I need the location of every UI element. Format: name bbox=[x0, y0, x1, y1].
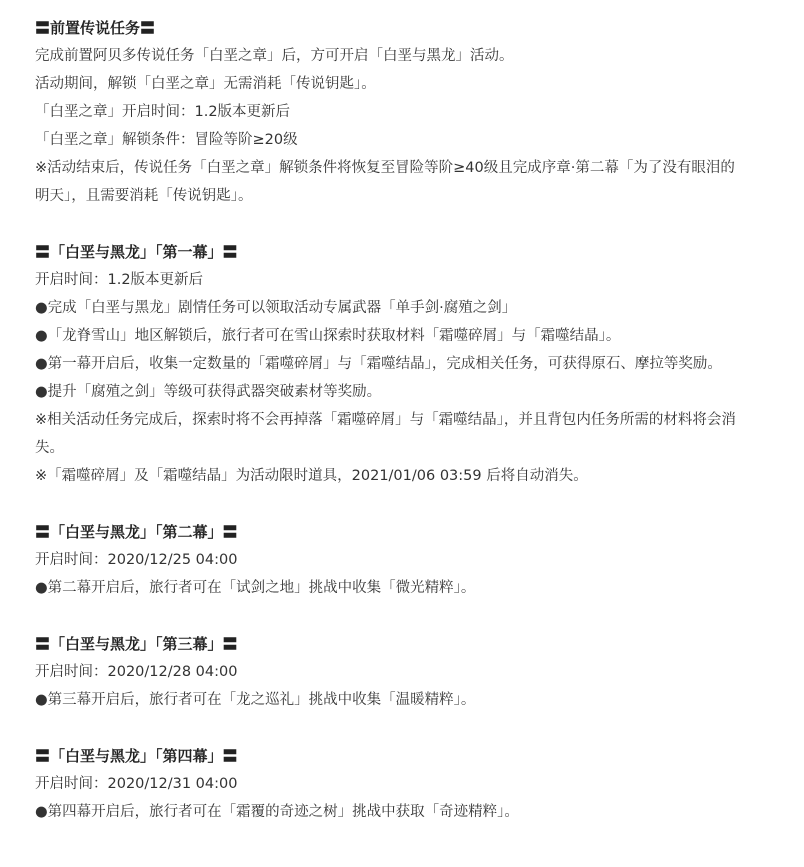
text-line: 开启时间：2020/12/31 04:00 bbox=[35, 776, 238, 792]
section-act-one bbox=[35, 238, 769, 490]
text-line: 「白垩之章」解锁条件：冒险等阶≥20级 bbox=[35, 132, 298, 148]
text-line: 开启时间：2020/12/25 04:00 bbox=[35, 552, 238, 568]
text-line: ●第四幕开启后，旅行者可在「霜覆的奇迹之树」挑战中获取「奇迹精粹」。 bbox=[35, 804, 519, 820]
section-heading: 〓前置传说任务〓 bbox=[35, 19, 156, 37]
section-prerequisite-quest bbox=[35, 14, 769, 210]
section-heading: 〓「白垩与黑龙」「第一幕」〓 bbox=[35, 243, 238, 261]
section-act-two bbox=[35, 518, 769, 602]
text-line: 开启时间：2020/12/28 04:00 bbox=[35, 664, 238, 680]
text-line: 活动期间，解锁「白垩之章」无需消耗「传说钥匙」。 bbox=[35, 76, 376, 92]
section-heading: 〓「白垩与黑龙」「第四幕」〓 bbox=[35, 747, 238, 765]
text-line: 完成前置阿贝多传说任务「白垩之章」后，方可开启「白垩与黑龙」活动。 bbox=[35, 48, 514, 64]
text-line: 「白垩之章」开启时间：1.2版本更新后 bbox=[35, 104, 291, 120]
text-line: ※活动结束后，传说任务「白垩之章」解锁条件将恢复至冒险等阶≥40级且完成序章·第二幕「为了没有眼泪的明天」，且需要消耗「传说钥匙」。 bbox=[35, 160, 735, 204]
text-line: ※相关活动任务完成后，探索时将不会再掉落「霜噬碎屑」与「霜噬结晶」，并且背包内任务所需的材料将会消失。 bbox=[35, 412, 736, 456]
text-line: ●第三幕开启后，旅行者可在「龙之巡礼」挑战中收集「温暖精粹」。 bbox=[35, 692, 476, 708]
text-line: ●完成「白垩与黑龙」剧情任务可以领取活动专属武器「单手剑·腐殖之剑」 bbox=[35, 300, 517, 316]
text-line: ●「龙脊雪山」地区解锁后，旅行者可在雪山探索时获取材料「霜噬碎屑」与「霜噬结晶」。 bbox=[35, 328, 621, 344]
section-act-three bbox=[35, 630, 769, 714]
text-line: ●第二幕开启后，旅行者可在「试剑之地」挑战中收集「微光精粹」。 bbox=[35, 580, 476, 596]
text-line: ●提升「腐殖之剑」等级可获得武器突破素材等奖励。 bbox=[35, 384, 382, 400]
text-line: ●第一幕开启后，收集一定数量的「霜噬碎屑」与「霜噬结晶」，完成相关任务，可获得原石、摩拉等奖励。 bbox=[35, 356, 722, 372]
text-line: 开启时间：1.2版本更新后 bbox=[35, 272, 204, 288]
section-heading: 〓「白垩与黑龙」「第二幕」〓 bbox=[35, 523, 238, 541]
section-act-four bbox=[35, 742, 769, 826]
section-heading: 〓「白垩与黑龙」「第三幕」〓 bbox=[35, 635, 238, 653]
text-line: ※「霜噬碎屑」及「霜噬结晶」为活动限时道具，2021/01/06 03:59 后将自动消失。 bbox=[35, 468, 588, 484]
